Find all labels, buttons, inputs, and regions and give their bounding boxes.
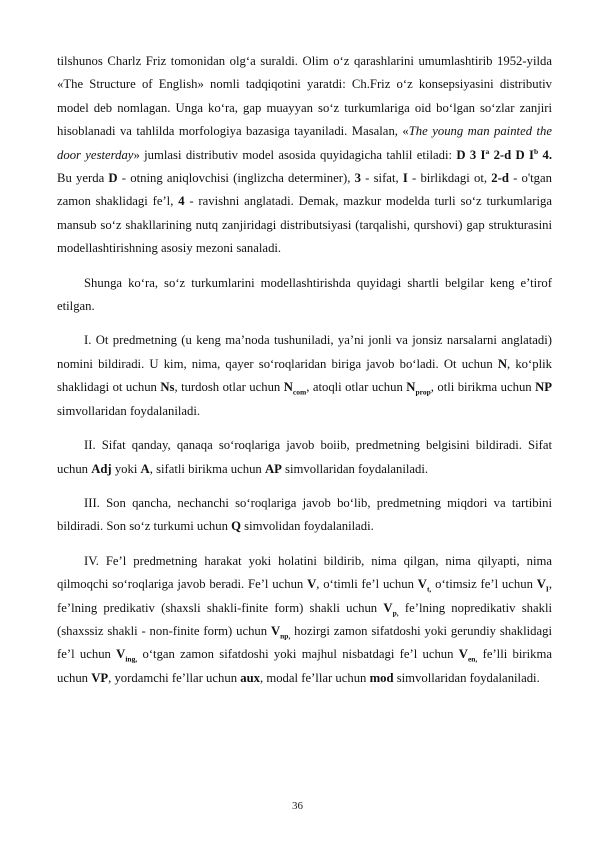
- symbol: $V_{p,}$: [383, 600, 399, 618]
- symbol: $V_{en,}$: [458, 647, 478, 664]
- symbol: $V_{np,}$: [270, 623, 291, 641]
- text-run: - o'tgan zamon shaklidagi fe’l,: [57, 171, 553, 209]
- text-run: tilshunos Charlz Friz tomonidan olg‘a suraldi. Olim o‘z qarashlarini umumlashtirib 1952-yilda «The Structure of English» nomli tadqiqotini yaratdi: Ch.Friz o‘z konsepsiyasini distributiv model deb nomlagan. Unga ko‘ra, gap muayyan so‘z turkumlariga oid bo‘lgan so‘zlar zanjiri hisoblanadi va tahlilda morfologiya bazasiga tayaniladi. Masalan, «: [57, 54, 552, 139]
- symbol: Q: [231, 519, 241, 534]
- symbol: I: [402, 171, 408, 186]
- text-run: - birlikdagi ot,: [407, 171, 492, 186]
- symbol: A: [140, 461, 150, 476]
- text-run: - ravishni anglatadi. Demak, mazkur modelda turli so‘z turkumlariga mansub so‘z shakllarining nutq zanjiridagi distributsiyasi (tarqalishi, qurshovi) gap strukturasini modellashtirishning asosiy mezoni sanaladi.: [57, 194, 552, 256]
- symbol: 4: [178, 194, 185, 209]
- symbol: NP: [535, 380, 552, 395]
- symbol: VP: [91, 670, 109, 685]
- page-number: 36: [292, 800, 303, 812]
- symbol: Adj: [91, 461, 112, 476]
- symbol: N: [497, 356, 508, 371]
- text-run: - otning aniqlovchisi (inglizcha determiner),: [117, 171, 355, 186]
- text-run: - sifat,: [360, 171, 403, 186]
- example-sentence: The young man painted the door yesterday: [57, 124, 552, 162]
- text-run: Bu yerda: [57, 171, 109, 186]
- symbol: $V_{ing,}$: [116, 647, 138, 664]
- formula: D 3 $I^a$ 2-d D $I^b$ 4.: [456, 146, 552, 162]
- paragraph-symbols-intro: Shunga ko‘ra, so‘z turkumlarini modellashtirishda quyidagi shartli belgilar keng e’tirof etilgan.: [57, 275, 552, 314]
- symbol: $V_{t,}$: [417, 577, 432, 594]
- symbol: aux: [240, 670, 260, 685]
- paragraph-noun: I. Ot predmetning (u keng ma’noda tushuniladi, ya’ni jonli va jonsiz narsalarni anglatadi) nomini bildiradi. U kim, nima, qayer so‘roqlaridan biriga javob bo‘ladi. Ot uchun N, ko‘plik shaklidagi ot uchun Ns, turdosh otlar uchun $N_{com}$, atoqli otlar uchun $N_{prop}$, otli birikma uchun NP simvollaridan foydalaniladi.: [57, 333, 552, 418]
- symbol: 2-d: [491, 171, 509, 186]
- symbol: Ns: [160, 380, 175, 395]
- symbol: V: [307, 577, 317, 592]
- document-page: [57, 50, 552, 690]
- paragraph-friz-model: [57, 50, 552, 261]
- symbol: 3: [354, 171, 361, 186]
- paragraph-verb: IV. Fe’l predmetning harakat yoki holatini bildirib, nima qilgan, nima qilyapti, nima qilmoqchi so‘roqlariga javob beradi. Fe’l uchun V, o‘timli fe’l uchun $V_{t,}$ o‘timsiz fe’l uchun $V_I$, fe’lning predikativ (shaxsli shakli-finite form) shakli uchun $V_{p,}$ fe’lning nopredikativ shakli (shaxssiz shakli - non-finite form) uchun $V_{np,}$ hozirgi zamon sifatdoshi yoki gerundiy shaklidagi fe’l uchun $V_{ing,}$ o‘tgan zamon sifatdoshi yoki majhul nisbatdagi fe’l uchun $V_{en,}$ fe’lli birikma uchun VP, yordamchi fe’llar uchun aux, modal fe’llar uchun mod simvollaridan foydalaniladi.: [57, 553, 552, 685]
- paragraph-adjective: II. Sifat qanday, qanaqa so‘roqlariga javob boiib, predmetning belgisini bildiradi. Sifat uchun Adj yoki A, sifatli birikma uchun AP simvollaridan foydalaniladi.: [57, 438, 552, 476]
- symbol: $N_{com}$: [283, 380, 307, 397]
- symbol: D: [108, 171, 118, 186]
- symbol: $V_I$: [536, 577, 549, 594]
- paragraph-numeral: III. Son qancha, nechanchi so‘roqlariga javob bo‘lib, predmetning miqdori va tartibini bildiradi. Son so‘z turkumi uchun Q simvolidan foydalaniladi.: [57, 495, 552, 534]
- symbol: $N_{prop}$: [406, 380, 431, 397]
- text-run: » jumlasi distributiv model asosida quyidagicha tahlil etiladi:: [133, 147, 457, 162]
- symbol: mod: [369, 670, 394, 685]
- symbol: AP: [264, 461, 282, 476]
